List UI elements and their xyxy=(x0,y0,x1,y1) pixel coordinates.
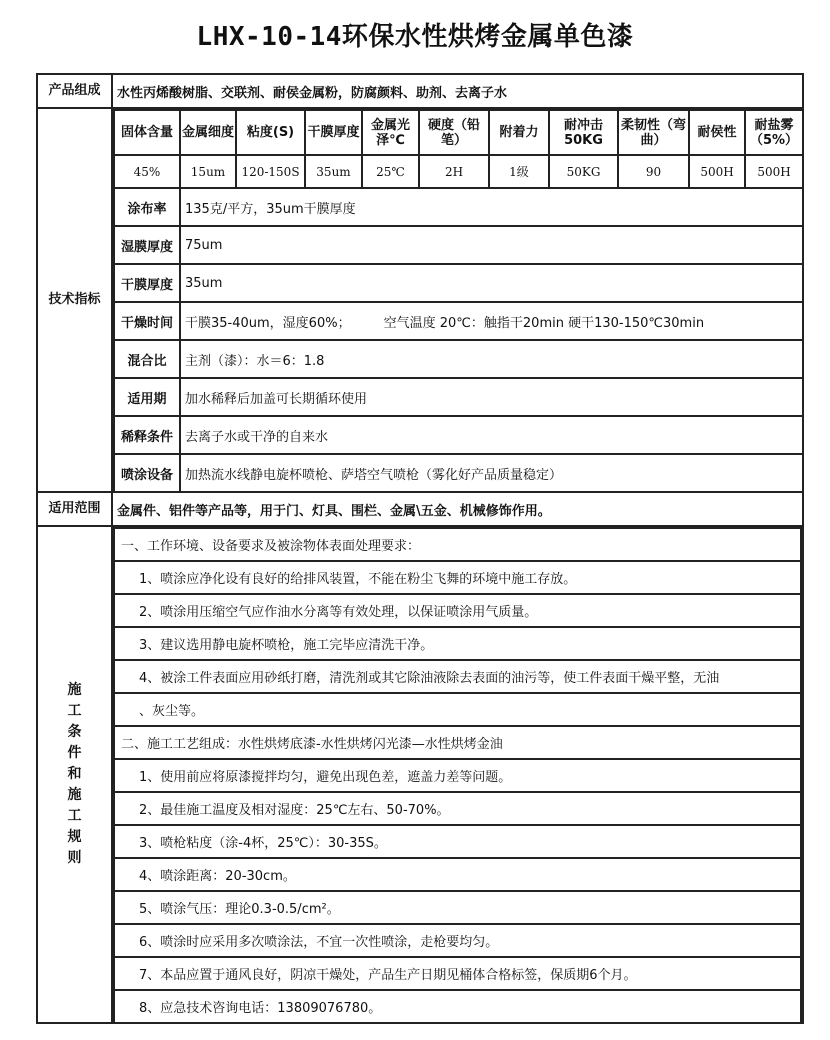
rule-item: 5、喷涂气压：理论0.3-0.5/cm²。 xyxy=(114,891,801,924)
rules-label-char: 施 xyxy=(67,787,82,803)
tech-sub-value: 加热流水线静电旋杯喷枪、萨塔空气喷枪（雾化好产品质量稳定） xyxy=(180,454,802,491)
tech-sub-key: 适用期 xyxy=(114,378,180,416)
tech-value-cell: 35um xyxy=(305,155,362,188)
rules-label-char: 则 xyxy=(67,850,82,866)
rules-list xyxy=(113,527,802,1022)
composition-value: 水性丙烯酸树脂、交联剂、耐侯金属粉，防腐颜料、助剂、去离子水 xyxy=(112,74,803,108)
tech-section xyxy=(37,108,803,492)
rule-line xyxy=(114,594,801,627)
scope-row xyxy=(37,492,803,526)
rule-line xyxy=(114,693,801,726)
rules-label-char: 件 xyxy=(67,745,82,761)
rule-item: 8、应急技术咨询电话：13809076780。 xyxy=(114,990,801,1022)
rule-line xyxy=(114,792,801,825)
rule-section-heading: 一、工作环境、设备要求及被涂物体表面处理要求： xyxy=(114,528,801,561)
tech-sub-value: 干膜35-40um，湿度60%； 空气温度 20℃：触指干20min 硬干130-150℃30min xyxy=(180,302,802,340)
tech-header-cell: 干膜厚度 xyxy=(305,110,362,155)
tech-header-cell: 金属细度 xyxy=(180,110,236,155)
rule-line xyxy=(114,825,801,858)
tech-value-cell: 1级 xyxy=(489,155,549,188)
tech-sub-row xyxy=(114,416,802,454)
rule-line xyxy=(114,528,801,561)
tech-sub-row xyxy=(114,340,802,378)
rule-item: 6、喷涂时应采用多次喷涂法，不宜一次性喷涂，走枪要均匀。 xyxy=(114,924,801,957)
spec-sheet xyxy=(36,73,804,1024)
rule-item: 4、喷涂距离：20-30cm。 xyxy=(114,858,801,891)
rule-section-heading: 二、施工工艺组成：水性烘烤底漆-水性烘烤闪光漆—水性烘烤金油 xyxy=(114,726,801,759)
tech-sub-row xyxy=(114,454,802,491)
tech-sub-row xyxy=(114,302,802,340)
tech-sub-key: 涂布率 xyxy=(114,188,180,226)
tech-header-row xyxy=(114,110,802,155)
tech-value-cell: 2H xyxy=(419,155,489,188)
rule-line xyxy=(114,660,801,693)
rule-item: 2、最佳施工温度及相对湿度：25℃左右、50-70%。 xyxy=(114,792,801,825)
tech-sub-key: 干膜厚度 xyxy=(114,264,180,302)
tech-sub-row xyxy=(114,378,802,416)
rules-label-char: 和 xyxy=(67,766,82,782)
rules-label-char: 条 xyxy=(67,724,82,740)
rules-label-char: 施 xyxy=(67,682,82,698)
tech-value-cell: 45% xyxy=(114,155,180,188)
tech-value-row xyxy=(114,155,802,188)
rule-line xyxy=(114,726,801,759)
tech-value-cell: 120-150S xyxy=(236,155,305,188)
tech-sub-key: 喷涂设备 xyxy=(114,454,180,491)
rule-line xyxy=(114,858,801,891)
rule-item: 3、建议选用静电旋杯喷枪，施工完毕应清洗干净。 xyxy=(114,627,801,660)
rule-line xyxy=(114,924,801,957)
rule-item: 3、喷枪粘度（涂-4杯，25℃）：30-35S。 xyxy=(114,825,801,858)
rules-label-char: 工 xyxy=(67,808,82,824)
tech-header-cell: 耐冲击50KG xyxy=(549,110,618,155)
tech-table xyxy=(113,109,802,491)
tech-value-cell: 50KG xyxy=(549,155,618,188)
tech-header-cell: 固体含量 xyxy=(114,110,180,155)
scope-value: 金属件、铝件等产品等，用于门、灯具、围栏、金属\五金、机械修饰作用。 xyxy=(112,492,803,526)
tech-value-cell: 25℃ xyxy=(362,155,419,188)
rule-item: 、灰尘等。 xyxy=(114,693,801,726)
tech-label: 技术指标 xyxy=(37,108,112,492)
rules-label-char: 规 xyxy=(67,829,82,845)
tech-header-cell: 耐盐雾（5%） xyxy=(745,110,802,155)
rule-line xyxy=(114,627,801,660)
tech-sub-row xyxy=(114,226,802,264)
rule-item: 2、喷涂用压缩空气应作油水分离等有效处理，以保证喷涂用气质量。 xyxy=(114,594,801,627)
rule-item: 1、使用前应将原漆搅拌均匀，避免出现色差，遮盖力差等问题。 xyxy=(114,759,801,792)
tech-value-cell: 500H xyxy=(745,155,802,188)
tech-header-cell: 耐侯性 xyxy=(689,110,745,155)
rule-line xyxy=(114,759,801,792)
rule-line xyxy=(114,990,801,1022)
tech-header-cell: 粘度(S) xyxy=(236,110,305,155)
rule-item: 4、被涂工件表面应用砂纸打磨，清洗剂或其它除油液除去表面的油污等，使工件表面干燥平整，无油 xyxy=(114,660,801,693)
tech-sub-row xyxy=(114,188,802,226)
tech-sub-key: 稀释条件 xyxy=(114,416,180,454)
rules-section xyxy=(37,526,803,1023)
tech-sub-value: 加水稀释后加盖可长期循环使用 xyxy=(180,378,802,416)
tech-header-cell: 金属光泽℃ xyxy=(362,110,419,155)
document-title: LHX-10-14环保水性烘烤金属单色漆 xyxy=(196,22,634,52)
tech-header-cell: 附着力 xyxy=(489,110,549,155)
tech-sub-key: 干燥时间 xyxy=(114,302,180,340)
tech-value-cell: 15um xyxy=(180,155,236,188)
tech-sub-value: 主剂（漆）：水＝6：1.8 xyxy=(180,340,802,378)
composition-row xyxy=(37,74,803,108)
tech-sub-value: 75um xyxy=(180,226,802,264)
composition-label: 产品组成 xyxy=(37,74,112,108)
rule-line xyxy=(114,891,801,924)
rule-item: 1、喷涂应净化设有良好的给排风装置，不能在粉尘飞舞的环境中施工存放。 xyxy=(114,561,801,594)
rule-item: 7、本品应置于通风良好，阴凉干燥处，产品生产日期见桶体合格标签，保质期6个月。 xyxy=(114,957,801,990)
rule-line xyxy=(114,561,801,594)
rule-line xyxy=(114,957,801,990)
tech-header-cell: 硬度（铅笔） xyxy=(419,110,489,155)
tech-sub-value: 去离子水或干净的自来水 xyxy=(180,416,802,454)
rules-label xyxy=(37,526,112,1023)
tech-sub-value: 135克/平方，35um干膜厚度 xyxy=(180,188,802,226)
tech-sub-key: 湿膜厚度 xyxy=(114,226,180,264)
tech-sub-value: 35um xyxy=(180,264,802,302)
tech-value-cell: 90 xyxy=(618,155,689,188)
tech-value-cell: 500H xyxy=(689,155,745,188)
tech-sub-row xyxy=(114,264,802,302)
rules-label-char: 工 xyxy=(67,703,82,719)
tech-header-cell: 柔韧性（弯曲） xyxy=(618,110,689,155)
scope-label: 适用范围 xyxy=(37,492,112,526)
tech-sub-key: 混合比 xyxy=(114,340,180,378)
